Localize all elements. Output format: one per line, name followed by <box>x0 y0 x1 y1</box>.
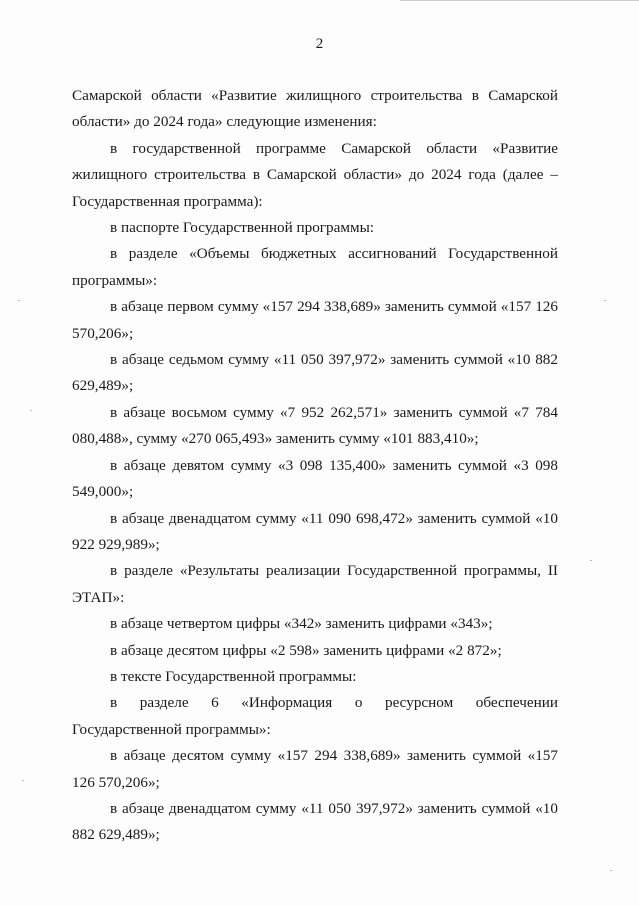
scan-speck <box>18 300 20 301</box>
paragraph: в разделе 6 «Информация о ресурсном обеспечении Государственной программы»: <box>72 694 558 738</box>
paragraph: в паспорте Государственной программы: <box>110 219 375 237</box>
page-edge-line <box>400 0 639 1</box>
paragraph: в абзаце двенадцатом сумму «11 090 698,472» заменить суммой «10 922 929,989»; <box>72 509 558 553</box>
paragraph: в абзаце первом сумму «157 294 338,689» заменить суммой «157 126 570,206»; <box>72 298 558 342</box>
paragraph: в разделе «Объемы бюджетных ассигнований Государственной программы»: <box>72 245 558 289</box>
page-number: 2 <box>315 36 324 52</box>
document-body <box>72 83 558 849</box>
paragraph: в тексте Государственной программы: <box>110 667 357 685</box>
paragraph: в разделе «Результаты реализации Государственной программы, II ЭТАП»: <box>72 562 558 606</box>
paragraph: в абзаце четвертом цифры «342» заменить цифрами «343»; <box>110 615 493 633</box>
paragraph: в абзаце двенадцатом сумму «11 050 397,972» заменить суммой «10 882 629,489»; <box>72 799 558 844</box>
paragraph: в абзаце девятом сумму «3 098 135,400» заменить суммой «3 098 549,000»; <box>72 456 558 501</box>
paragraph: в абзаце седьмом сумму «11 050 397,972» заменить суммой «10 882 629,489»; <box>72 351 558 395</box>
paragraph: в абзаце восьмом сумму «7 952 262,571» заменить суммой «7 784 080,488», сумму «270 065,493» заменить сумму «101 883,410»; <box>72 403 558 448</box>
paragraph: в абзаце десятом сумму «157 294 338,689» заменить суммой «157 126 570,206»; <box>72 747 558 791</box>
paragraph: в государственной программе Самарской области «Развитие жилищного строительства в Самарской области» до 2024 года (далее – Государственная программа): <box>72 139 558 210</box>
scan-speck <box>30 410 32 411</box>
scan-speck <box>590 560 592 561</box>
scan-speck <box>22 780 24 781</box>
paragraph: Самарской области «Развитие жилищного строительства в Самарской области» до 2024 года» следующие изменения: <box>72 87 558 131</box>
scan-speck <box>610 870 612 871</box>
paragraph: в абзаце десятом цифры «2 598» заменить цифрами «2 872»; <box>110 641 502 659</box>
scan-speck <box>604 300 606 301</box>
